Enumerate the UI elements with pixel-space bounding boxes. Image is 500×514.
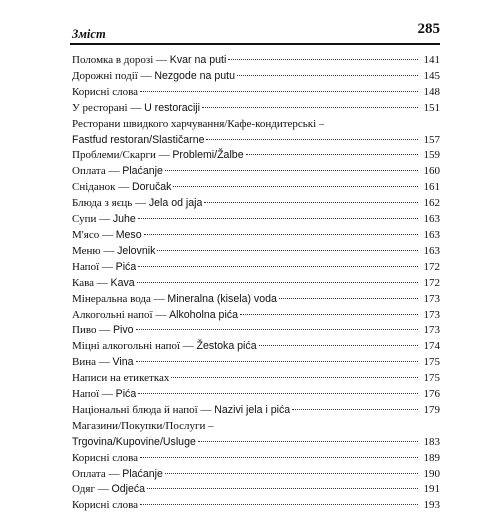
book-page bbox=[68, 18, 442, 512]
dot-leader bbox=[138, 218, 418, 219]
entry-page-number: 157 bbox=[423, 133, 440, 146]
toc-entry bbox=[72, 371, 440, 387]
dot-leader bbox=[228, 59, 418, 60]
dot-leader bbox=[279, 298, 418, 299]
dot-leader bbox=[140, 457, 418, 458]
entry-title-ukrainian: Дорожні події — bbox=[72, 69, 155, 82]
entry-page-number: 190 bbox=[423, 467, 440, 480]
entry-title-latin: Fastfud restoran/Slastičarne bbox=[72, 133, 205, 146]
entry-title-ukrainian: Національні блюда й напої — bbox=[72, 403, 215, 416]
table-of-contents bbox=[72, 53, 440, 514]
entry-page-number: 161 bbox=[423, 181, 440, 194]
entry-title bbox=[72, 276, 135, 292]
entry-title-ukrainian: Ресторани швидкого харчування/Кафе-кондитерські – bbox=[72, 117, 325, 130]
entry-title-latin: Trgovina/Kupovine/Usluge bbox=[72, 435, 196, 448]
entry-title bbox=[72, 498, 138, 514]
toc-entry-continuation bbox=[72, 133, 440, 149]
entry-title-ukrainian: Супи — bbox=[72, 213, 113, 226]
dot-leader bbox=[171, 377, 418, 378]
dot-leader bbox=[292, 409, 418, 410]
dot-leader bbox=[204, 202, 418, 203]
entry-title bbox=[72, 292, 277, 308]
toc-entry bbox=[72, 180, 440, 196]
entry-title-latin: Vina bbox=[112, 356, 134, 369]
entry-title-ukrainian: Поломка в дорозі — bbox=[72, 54, 170, 66]
entry-title-ukrainian: Напої — bbox=[72, 388, 116, 401]
entry-page-number: 179 bbox=[423, 403, 440, 416]
entry-title bbox=[72, 387, 136, 403]
toc-entry bbox=[72, 308, 440, 324]
entry-page-number: 163 bbox=[423, 228, 440, 241]
toc-entry bbox=[72, 339, 440, 355]
entry-title bbox=[72, 164, 163, 180]
dot-leader bbox=[138, 393, 418, 394]
entry-title-ukrainian: Напої — bbox=[72, 260, 116, 273]
entry-title-ukrainian: Міцні алкогольні напої — bbox=[72, 340, 197, 353]
entry-page-number: 175 bbox=[423, 356, 440, 369]
entry-page-number: 159 bbox=[423, 149, 440, 162]
dot-leader bbox=[206, 139, 418, 140]
toc-entry bbox=[72, 53, 440, 69]
entry-page-number: 173 bbox=[423, 292, 440, 305]
dot-leader bbox=[147, 488, 418, 489]
entry-page-number: 172 bbox=[423, 276, 440, 289]
entry-page-number: 163 bbox=[423, 213, 440, 226]
entry-page-number: 148 bbox=[423, 85, 440, 98]
toc-entry bbox=[72, 85, 440, 101]
entry-page-number: 162 bbox=[423, 197, 440, 210]
entry-title bbox=[72, 117, 324, 133]
toc-entry bbox=[72, 148, 440, 164]
entry-page-number: 193 bbox=[423, 499, 440, 512]
dot-leader bbox=[246, 154, 418, 155]
toc-entry bbox=[72, 467, 440, 483]
dot-leader bbox=[144, 234, 418, 235]
entry-title bbox=[72, 53, 226, 69]
entry-title bbox=[72, 403, 290, 419]
entry-page-number: 183 bbox=[423, 435, 440, 448]
page-header bbox=[68, 18, 442, 42]
entry-page-number: 174 bbox=[423, 340, 440, 353]
toc-entry bbox=[72, 387, 440, 403]
entry-title-ukrainian: Корисні слова bbox=[72, 451, 139, 464]
toc-entry bbox=[72, 355, 440, 371]
entry-title bbox=[72, 212, 136, 228]
entry-page-number: 175 bbox=[423, 372, 440, 385]
toc-entry bbox=[72, 69, 440, 85]
entry-title-latin: Alkoholna pića bbox=[169, 308, 238, 321]
entry-title bbox=[72, 260, 136, 276]
entry-title-ukrainian: Одяг — bbox=[72, 483, 112, 496]
entry-title bbox=[72, 482, 145, 498]
entry-title bbox=[72, 451, 138, 467]
toc-entry-continuation bbox=[72, 435, 440, 451]
entry-title-latin: Kava bbox=[110, 276, 135, 289]
toc-entry bbox=[72, 419, 440, 435]
toc-entry bbox=[72, 164, 440, 180]
toc-entry bbox=[72, 260, 440, 276]
dot-leader bbox=[136, 361, 418, 362]
dot-leader bbox=[165, 170, 418, 171]
toc-entry bbox=[72, 117, 440, 133]
entry-title-latin: Juhe bbox=[112, 213, 136, 226]
dot-leader bbox=[140, 91, 418, 92]
entry-title-latin: Plaćanje bbox=[122, 165, 163, 178]
entry-title-latin: Kvar na puti bbox=[169, 54, 227, 66]
entry-page-number: 189 bbox=[423, 451, 440, 464]
dot-leader bbox=[165, 473, 418, 474]
dot-leader bbox=[138, 266, 418, 267]
entry-title-latin: U restoraciji bbox=[144, 101, 201, 114]
dot-leader bbox=[157, 250, 418, 251]
entry-page-number: 163 bbox=[423, 244, 440, 257]
entry-page-number: 173 bbox=[423, 324, 440, 337]
entry-title-ukrainian: Магазини/Покупки/Послуги – bbox=[72, 419, 214, 432]
entry-title-latin: Nezgode na putu bbox=[154, 69, 236, 82]
entry-title-latin: Jela od jaja bbox=[148, 197, 203, 210]
entry-page-number: 160 bbox=[423, 165, 440, 178]
toc-entry bbox=[72, 292, 440, 308]
entry-title-latin: Plaćanje bbox=[122, 467, 163, 480]
entry-title-ukrainian: Алкогольні напої — bbox=[72, 308, 170, 321]
entry-title-latin: Meso bbox=[115, 228, 142, 241]
entry-title bbox=[72, 467, 163, 483]
toc-entry bbox=[72, 101, 440, 117]
entry-title-ukrainian: Оплата — bbox=[72, 467, 123, 480]
entry-title-ukrainian: Вина — bbox=[72, 356, 113, 369]
entry-title-ukrainian: Сніданок — bbox=[72, 181, 132, 194]
toc-entry bbox=[72, 451, 440, 467]
entry-title bbox=[72, 308, 238, 324]
dot-leader bbox=[259, 345, 418, 346]
entry-title bbox=[72, 101, 200, 117]
entry-title bbox=[72, 148, 244, 164]
entry-page-number: 145 bbox=[423, 69, 440, 82]
entry-title-ukrainian: Меню — bbox=[72, 244, 118, 257]
dot-leader bbox=[202, 107, 418, 108]
entry-title-ukrainian: Пиво — bbox=[72, 324, 113, 337]
entry-title bbox=[72, 228, 142, 244]
entry-title-latin: Nazivi jela i pića bbox=[214, 403, 291, 416]
toc-entry bbox=[72, 196, 440, 212]
entry-page-number: 151 bbox=[423, 101, 440, 114]
entry-page-number: 191 bbox=[423, 483, 440, 496]
entry-page-number: 141 bbox=[423, 54, 440, 66]
entry-title-latin: Doručak bbox=[132, 181, 172, 194]
entry-title-latin: Mineralna (kisela) voda bbox=[167, 292, 277, 305]
entry-title-latin: Pića bbox=[115, 388, 137, 401]
entry-title bbox=[72, 196, 202, 212]
dot-leader bbox=[237, 75, 418, 76]
toc-entry bbox=[72, 482, 440, 498]
entry-title-ukrainian: Корисні слова bbox=[72, 499, 139, 512]
toc-entry bbox=[72, 276, 440, 292]
entry-title bbox=[72, 69, 235, 85]
entry-title-latin: Jelovnik bbox=[117, 244, 156, 257]
entry-title bbox=[72, 419, 214, 435]
entry-title-latin: Pića bbox=[115, 260, 137, 273]
entry-title-latin: Problemi/Žalbe bbox=[172, 149, 244, 162]
entry-title-ukrainian: Корисні слова bbox=[72, 85, 139, 98]
dot-leader bbox=[137, 282, 418, 283]
entry-title bbox=[72, 371, 169, 387]
entry-title-ukrainian: Написи на етикетках bbox=[72, 372, 170, 385]
entry-title-ukrainian: Кава — bbox=[72, 276, 111, 289]
entry-title bbox=[72, 180, 171, 196]
page-number: 285 bbox=[417, 21, 440, 37]
entry-title-ukrainian: У ресторані — bbox=[72, 101, 145, 114]
entry-title-ukrainian: Оплата — bbox=[72, 165, 123, 178]
dot-leader bbox=[240, 314, 418, 315]
toc-entry bbox=[72, 498, 440, 514]
entry-title bbox=[72, 244, 155, 260]
dot-leader bbox=[140, 504, 418, 505]
toc-entry bbox=[72, 228, 440, 244]
section-title: Зміст bbox=[72, 27, 106, 41]
dot-leader bbox=[173, 186, 418, 187]
entry-title-ukrainian: М'ясо — bbox=[72, 228, 116, 241]
entry-title bbox=[72, 355, 134, 371]
entry-title-latin: Pivo bbox=[112, 324, 134, 337]
toc-entry bbox=[72, 323, 440, 339]
toc-entry bbox=[72, 244, 440, 260]
entry-title-latin: Žestoka pića bbox=[196, 340, 257, 353]
dot-leader bbox=[198, 441, 418, 442]
entry-page-number: 173 bbox=[423, 308, 440, 321]
header-rule bbox=[70, 43, 440, 45]
entry-page-number: 172 bbox=[423, 260, 440, 273]
entry-page-number: 176 bbox=[423, 388, 440, 401]
entry-title-latin: Odjeća bbox=[111, 483, 146, 496]
entry-title-ukrainian: Мінеральна вода — bbox=[72, 292, 168, 305]
entry-title-ukrainian: Блюда з яєць — bbox=[72, 197, 149, 210]
entry-title bbox=[72, 85, 138, 101]
entry-title-ukrainian: Проблеми/Скарги — bbox=[72, 149, 173, 162]
dot-leader bbox=[136, 329, 418, 330]
toc-entry bbox=[72, 403, 440, 419]
toc-entry bbox=[72, 212, 440, 228]
entry-title bbox=[72, 339, 257, 355]
entry-title bbox=[72, 323, 134, 339]
